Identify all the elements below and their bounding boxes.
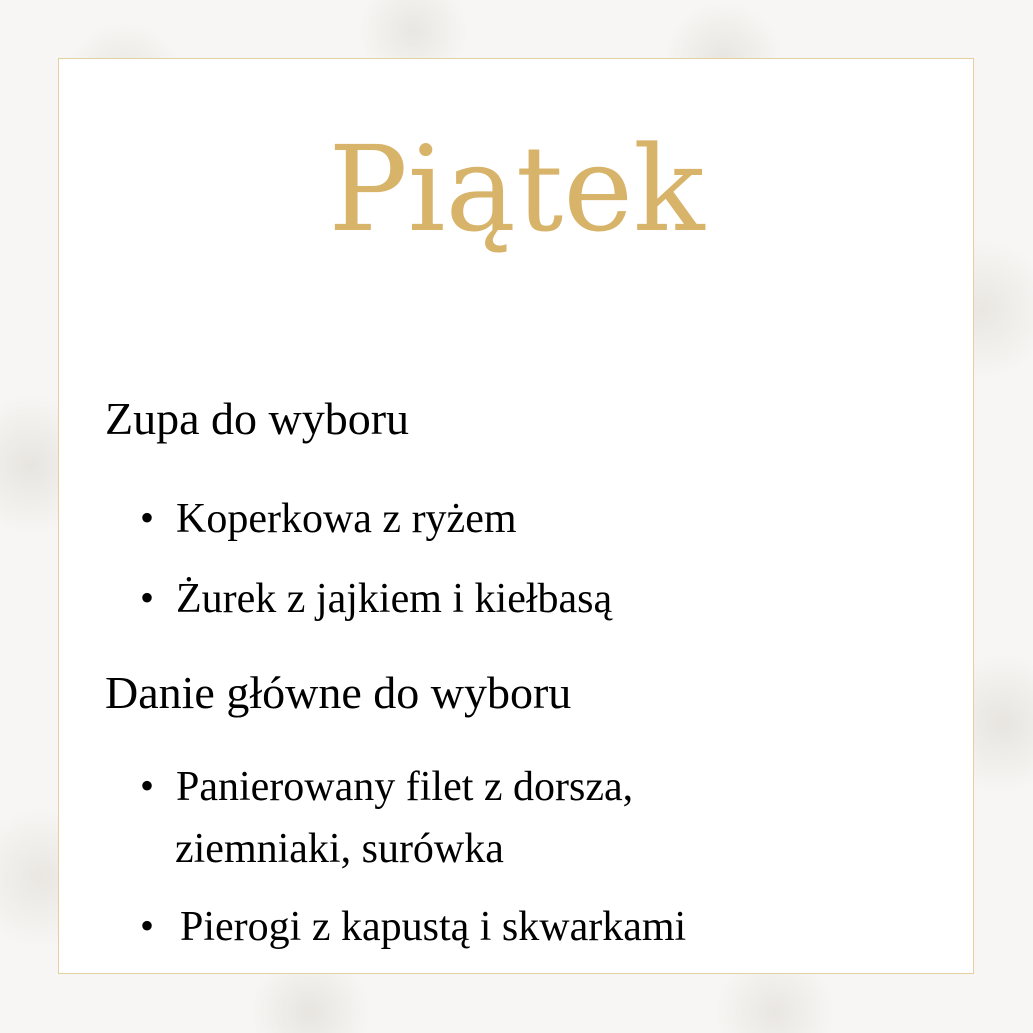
main-heading: Danie główne do wyboru [105, 667, 572, 718]
bullet-icon: • [140, 903, 155, 948]
day-title: Piątek [328, 120, 705, 258]
soup-item-1-label: Koperkowa z ryżem [176, 496, 517, 542]
soup-heading: Zupa do wyboru [105, 393, 410, 444]
bullet-icon: • [140, 575, 155, 620]
main-item-2-label: Pierogi z kapustą i skwarkami [180, 904, 687, 950]
main-item-1-label: Panierowany filet z dorsza, [176, 764, 634, 810]
soup-item-2-label: Żurek z jajkiem i kiełbasą [176, 576, 613, 622]
main-item-1-label-continued: ziemniaki, surówka [175, 826, 504, 872]
bullet-icon: • [140, 495, 155, 540]
bullet-icon: • [140, 763, 155, 808]
